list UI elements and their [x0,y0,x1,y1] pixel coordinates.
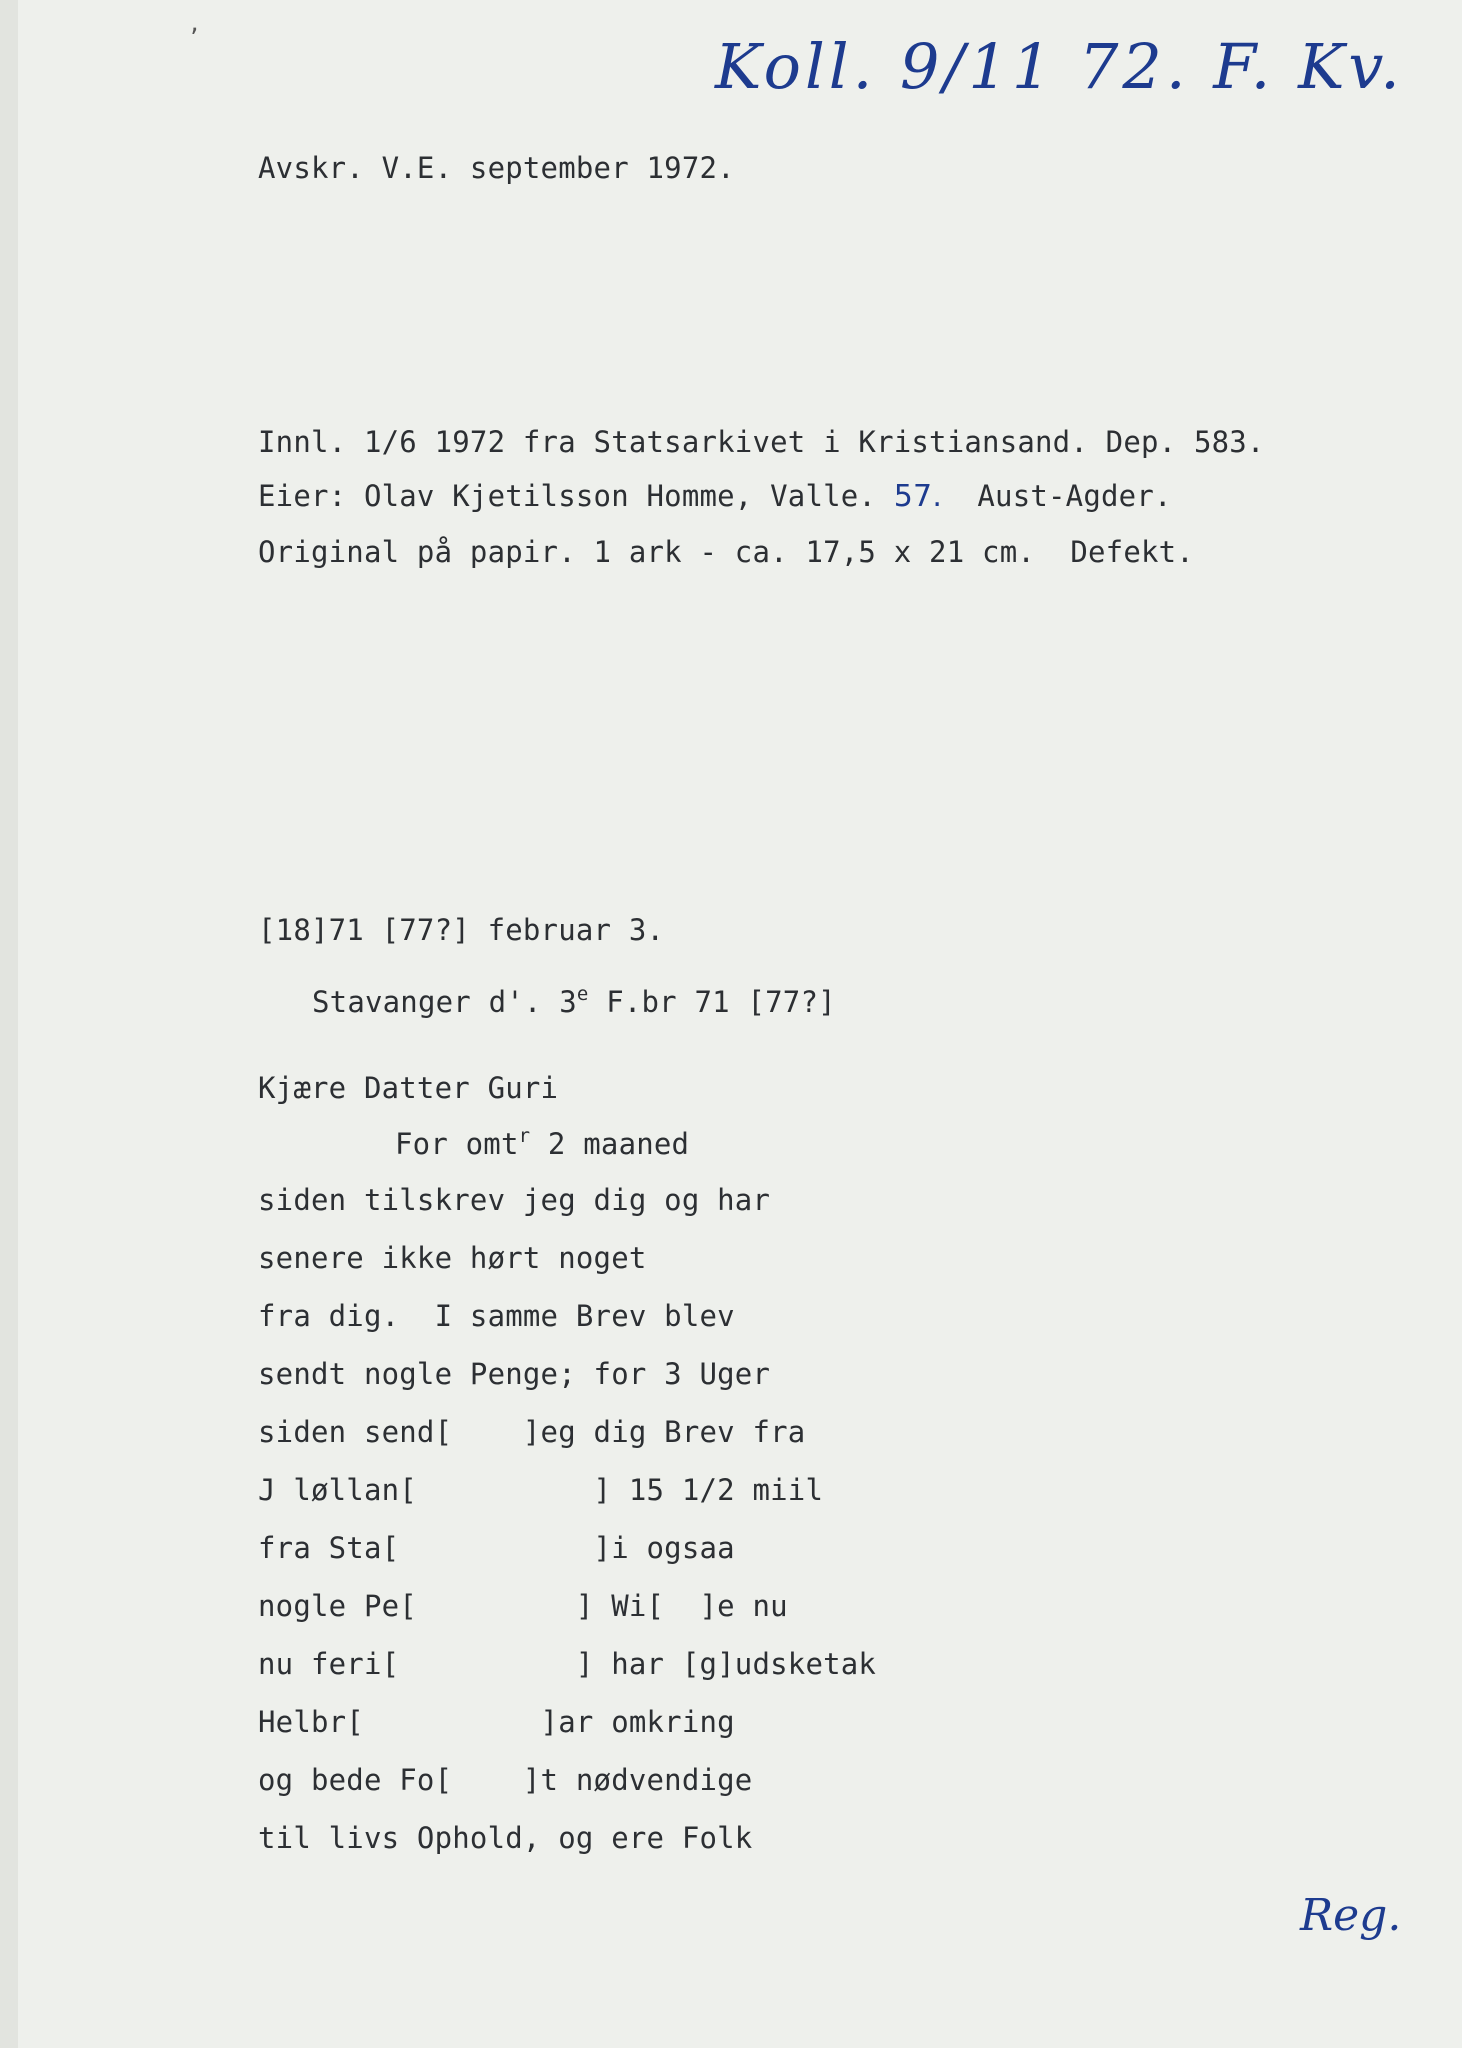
corner-mark: , [188,12,202,37]
first-line-text-end: 2 maaned [530,1127,690,1161]
letter-line: siden send[ ]eg dig Brev fra [258,1415,806,1449]
handwritten-header-annotation: Koll. 9/11 72. F. Kv. [715,30,1404,103]
first-line-text: For omt [395,1127,519,1161]
meta-line-2 [258,478,1172,515]
letter-place-line [312,984,836,1020]
handwritten-number: 57. [893,479,943,514]
letter-date-line: [18]71 [77?] februar 3. [258,913,665,947]
meta-line-2-region: Aust-Agder. [942,479,1172,513]
letter-line: nogle Pe[ ] Wi[ ]e nu [258,1589,788,1623]
place-text: Stavanger d'. 3 [312,985,577,1019]
letter-line: og bede Fo[ ]t nødvendige [258,1763,753,1797]
letter-salutation: Kjære Datter Guri [258,1071,559,1105]
page-edge-shadow [0,0,18,2048]
letter-line: fra dig. I samme Brev blev [258,1299,735,1333]
letter-first-line [395,1126,689,1162]
meta-line-3: Original på papir. 1 ark - ca. 17,5 x 21 cm. Defekt. [258,535,1194,569]
letter-line: Helbr[ ]ar omkring [258,1705,735,1739]
letter-line: siden tilskrev jeg dig og har [258,1183,771,1217]
place-text-end: F.br 71 [77?] [588,985,836,1019]
meta-line-1: Innl. 1/6 1972 fra Statsarkivet i Kristiansand. Dep. 583. [258,425,1265,459]
handwritten-reg-annotation: Reg. [1300,1890,1402,1941]
letter-line: fra Sta[ ]i ogsaa [258,1531,735,1565]
letter-line: J løllan[ ] 15 1/2 miil [258,1473,824,1507]
meta-line-2-text: Eier: Olav Kjetilsson Homme, Valle. [258,479,894,513]
place-superscript: e [576,983,589,1005]
letter-line: nu feri[ ] har [g]udsketak [258,1647,877,1681]
letter-line: senere ikke hørt noget [258,1241,647,1275]
transcription-note: Avskr. V.E. september 1972. [258,151,735,185]
letter-line: til livs Ophold, og ere Folk [258,1821,753,1855]
letter-line: sendt nogle Penge; for 3 Uger [258,1357,771,1391]
first-line-superscript: r [518,1125,531,1147]
